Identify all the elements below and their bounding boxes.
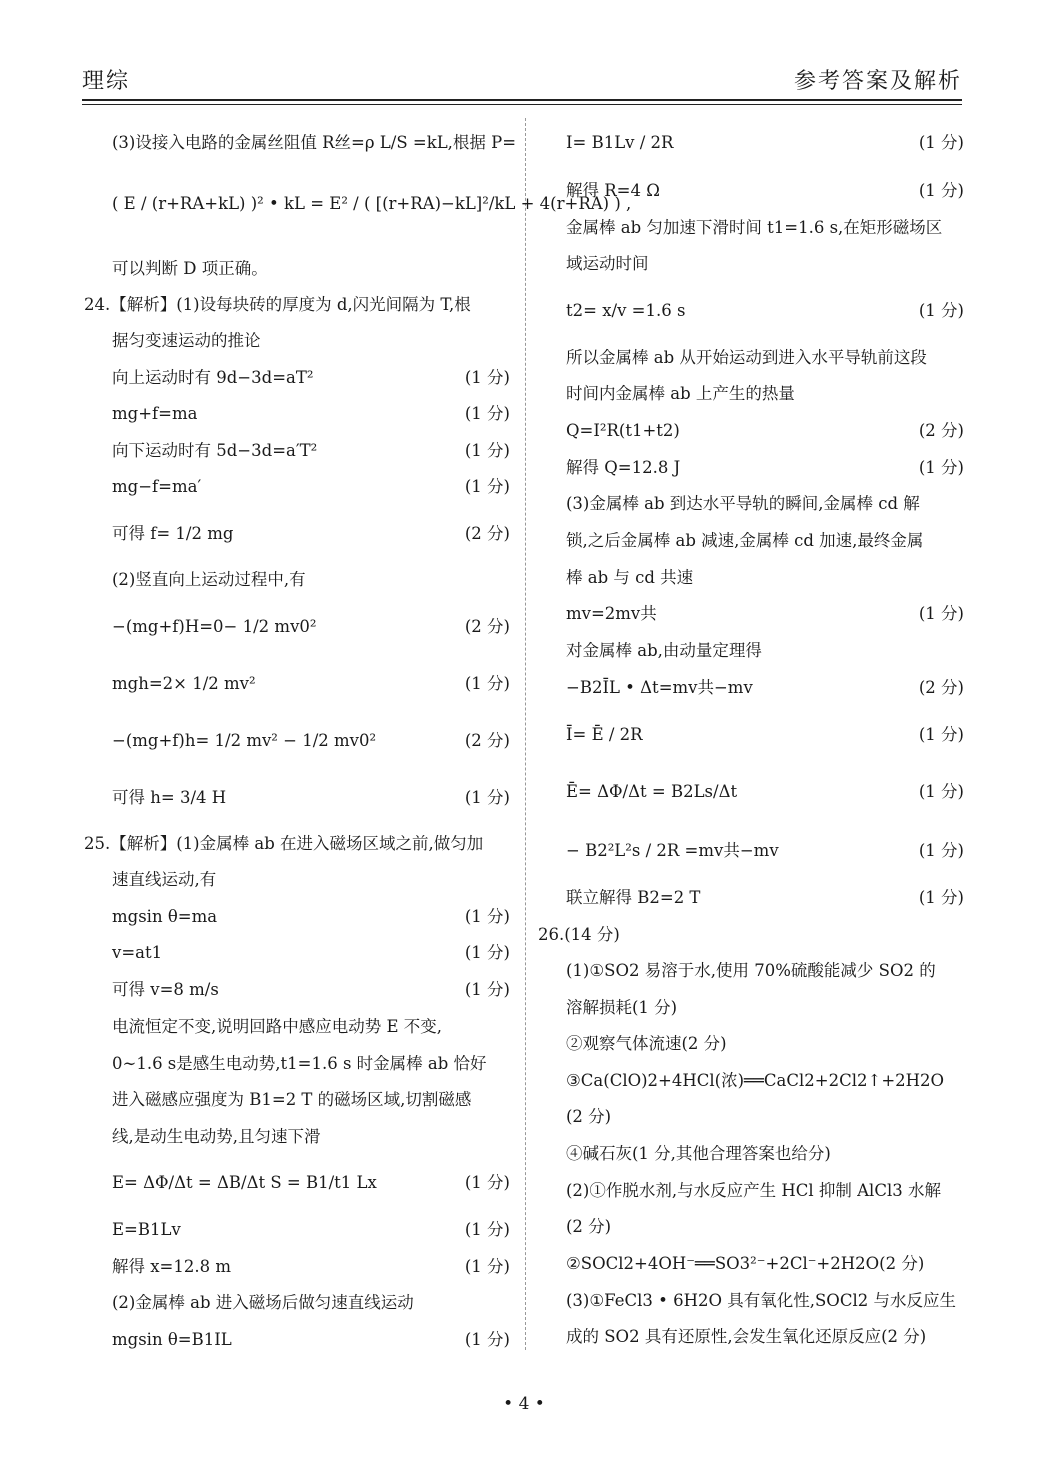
answer-text: (3)设接入电路的金属丝阻值 R丝=ρ L/S =kL,根据 P= (112, 133, 517, 152)
answer-text: 电流恒定不变,说明回路中感应电动势 E 不变, (112, 1017, 443, 1036)
answer-text: 溶解损耗(1 分) (566, 998, 678, 1017)
score-label: (1 分) (918, 888, 964, 907)
score-label: (1 分) (464, 674, 510, 693)
answer-text: (2)金属棒 ab 进入磁场后做匀速直线运动 (112, 1293, 414, 1312)
answer-text: −(mg+f)H=0− 1/2 mv0² (112, 617, 317, 636)
answer-text: Ī= Ē / 2R (566, 725, 643, 744)
answer-text: 对金属棒 ab,由动量定理得 (566, 641, 762, 660)
score-label: (2 分) (464, 731, 510, 750)
score-label: (1 分) (464, 477, 510, 496)
answer-text: ( E / (r+RA+kL) )² • kL = E² / ( [(r+RA)−kL]²/kL + 4(r+RA) ) , (112, 194, 632, 213)
score-label: (1 分) (918, 725, 964, 744)
score-label: (2 分) (464, 524, 510, 543)
score-label: (1 分) (464, 1173, 510, 1192)
header-rule (82, 99, 962, 101)
answer-text: E=B1Lv (112, 1220, 181, 1239)
column-divider (525, 118, 526, 1350)
answer-text: Q=I²R(t1+t2) (566, 421, 680, 440)
answer-text: mgsin θ=B1IL (112, 1330, 232, 1349)
page-number: • 4 • (503, 1394, 545, 1414)
answer-text: mgsin θ=ma (112, 907, 218, 926)
score-label: (2 分) (464, 617, 510, 636)
answer-text: (3)①FeCl3 • 6H2O 具有氧化性,SOCl2 与水反应生 (566, 1291, 956, 1310)
answer-text: 金属棒 ab 匀加速下滑时间 t1=1.6 s,在矩形磁场区 (566, 218, 943, 237)
score-label: (1 分) (918, 181, 964, 200)
score-label: (1 分) (464, 943, 510, 962)
score-label: (2 分) (918, 678, 964, 697)
answer-text: (2)竖直向上运动过程中,有 (112, 570, 306, 589)
score-label: (1 分) (918, 133, 964, 152)
answer-text: ③Ca(ClO)2+4HCl(浓)══CaCl2+2Cl2↑+2H2O (566, 1071, 945, 1090)
answer-text: 可得 v=8 m/s (112, 980, 219, 999)
answer-text: (2 分) (566, 1107, 612, 1126)
answer-text: 解得 x=12.8 m (112, 1257, 232, 1276)
answer-text: (3)金属棒 ab 到达水平导轨的瞬间,金属棒 cd 解 (566, 494, 920, 513)
score-label: (1 分) (918, 782, 964, 801)
answer-text: − B2²L²s / 2R =mv共−mv (566, 841, 779, 860)
score-label: (1 分) (464, 1257, 510, 1276)
answer-text: (1)①SO2 易溶于水,使用 70%硫酸能减少 SO2 的 (566, 961, 936, 980)
answer-text: Ē= ΔΦ/Δt = B2Ls/Δt (566, 782, 738, 801)
answer-text: I= B1Lv / 2R (566, 133, 674, 152)
answer-text: 成的 SO2 具有还原性,会发生氧化还原反应(2 分) (566, 1327, 927, 1346)
answer-text: 可得 h= 3/4 H (112, 788, 227, 807)
score-label: (1 分) (464, 1330, 510, 1349)
answer-text: ②观察气体流速(2 分) (566, 1034, 727, 1053)
answer-text: 0∼1.6 s是感生电动势,t1=1.6 s 时金属棒 ab 恰好 (112, 1054, 487, 1073)
answer-text: v=at1 (112, 943, 163, 962)
score-label: (2 分) (918, 421, 964, 440)
score-label: (1 分) (464, 1220, 510, 1239)
answer-text: 向上运动时有 9d−3d=aT² (112, 368, 314, 387)
answer-text: 进入磁感应强度为 B1=2 T 的磁场区域,切割磁感 (112, 1090, 472, 1109)
answer-text: 解得 Q=12.8 J (566, 458, 681, 477)
score-label: (1 分) (918, 841, 964, 860)
answer-text: mv=2mv共 (566, 604, 657, 623)
answer-text: mg−f=ma′ (112, 477, 202, 496)
answer-text: 24.【解析】(1)设每块砖的厚度为 d,闪光间隔为 T,根 (84, 295, 471, 314)
answer-text: 速直线运动,有 (112, 870, 217, 889)
score-label: (1 分) (918, 301, 964, 320)
answer-text: 棒 ab 与 cd 共速 (566, 568, 694, 587)
score-label: (1 分) (464, 441, 510, 460)
answer-text: 可得 f= 1/2 mg (112, 524, 234, 543)
score-label: (1 分) (464, 788, 510, 807)
answer-text: 向下运动时有 5d−3d=a′T² (112, 441, 318, 460)
answer-text: 26.(14 分) (538, 925, 620, 944)
answer-text: ④碱石灰(1 分,其他合理答案也给分) (566, 1144, 831, 1163)
answer-text: 联立解得 B2=2 T (566, 888, 701, 907)
header-title: 参考答案及解析 (793, 69, 962, 94)
answer-text: mgh=2× 1/2 mv² (112, 674, 256, 693)
answer-text: E= ΔΦ/Δt = ΔB/Δt S = B1/t1 Lx (112, 1173, 377, 1192)
answer-text: t2= x/v =1.6 s (566, 301, 686, 320)
answer-text: ②SOCl2+4OH⁻══SO3²⁻+2Cl⁻+2H2O(2 分) (566, 1254, 925, 1273)
score-label: (1 分) (918, 458, 964, 477)
answer-text: 所以金属棒 ab 从开始运动到进入水平导轨前这段 (566, 348, 927, 367)
answer-text: −B2ĪL • Δt=mv共−mv (566, 678, 753, 697)
answer-text: 解得 R=4 Ω (566, 181, 660, 200)
score-label: (1 分) (464, 980, 510, 999)
answer-text: mg+f=ma (112, 404, 198, 423)
score-label: (1 分) (464, 907, 510, 926)
answer-text: 线,是动生电动势,且匀速下滑 (112, 1127, 321, 1146)
answer-text: 时间内金属棒 ab 上产生的热量 (566, 384, 795, 403)
score-label: (1 分) (464, 368, 510, 387)
answer-text: (2 分) (566, 1217, 612, 1236)
answer-text: 锁,之后金属棒 ab 减速,金属棒 cd 加速,最终金属 (566, 531, 924, 550)
answer-text: 域运动时间 (566, 254, 649, 273)
answer-text: −(mg+f)h= 1/2 mv² − 1/2 mv0² (112, 731, 377, 750)
header-rule-thin (82, 104, 962, 105)
header-subject: 理综 (82, 69, 131, 94)
answer-text: 可以判断 D 项正确。 (112, 259, 268, 278)
score-label: (1 分) (464, 404, 510, 423)
answer-text: 据匀变速运动的推论 (112, 331, 261, 350)
score-label: (1 分) (918, 604, 964, 623)
answer-text: 25.【解析】(1)金属棒 ab 在进入磁场区域之前,做匀加 (84, 834, 484, 853)
answer-text: (2)①作脱水剂,与水反应产生 HCl 抑制 AlCl3 水解 (566, 1181, 941, 1200)
